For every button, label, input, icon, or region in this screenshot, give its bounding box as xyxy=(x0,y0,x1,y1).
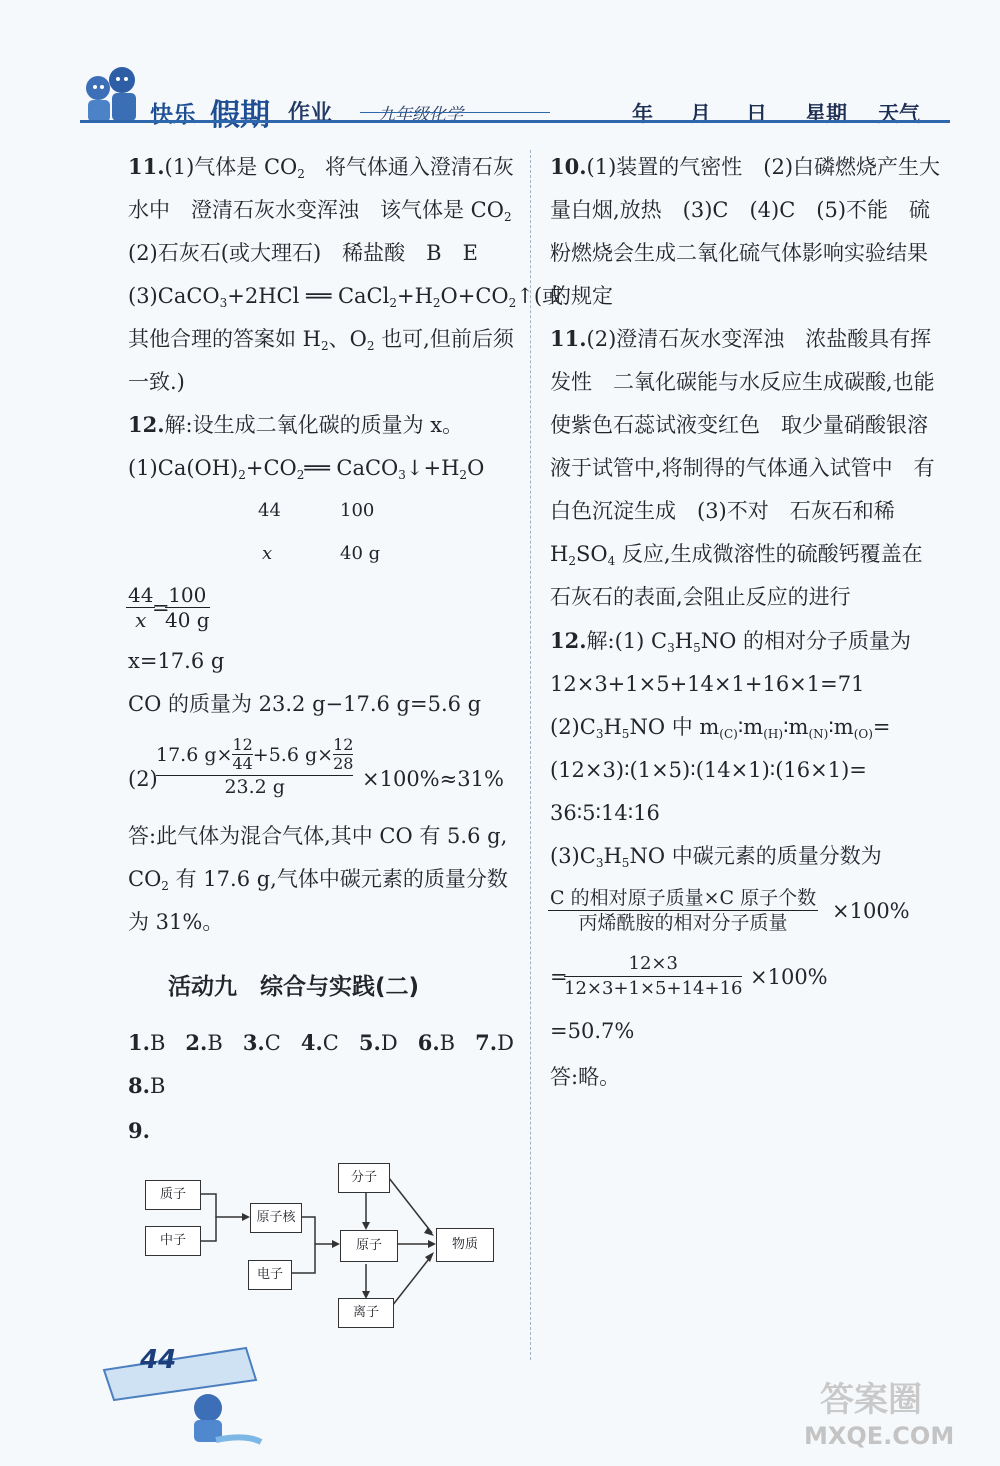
q11-line-2: 水中 澄清石灰水变浑浊 该气体是 $CO_2$ xyxy=(128,198,512,224)
q11-line-5: 其他合理的答案如 $H_2$、$O_2$ 也可,但前后须 xyxy=(128,327,514,353)
q12-line-1: 12.解:设生成二氧化碳的质量为 x。 xyxy=(128,412,464,437)
r-q11-line-1: 11.(2)澄清石灰水变浑浊 浓盐酸具有挥 xyxy=(550,326,932,351)
r-q10-line-4: 的规定 xyxy=(550,284,613,308)
r-q12-line-5: 36∶5∶14∶16 xyxy=(550,801,660,825)
header-field-month: 月 xyxy=(690,102,711,126)
p2-tail: ×100%≈31% xyxy=(362,767,504,791)
co-mass: CO 的质量为 23.2 g−17.6 g=5.6 g xyxy=(128,692,482,716)
r-q12-line-3: $(2)C_3H_5NO$ 中 $m_{(C)}∶m_{(H)}∶m_{(N)}∶m_{(O)}=$ xyxy=(550,715,891,741)
answer-line-2: $CO_2$ 有 17.6 g,气体中碳元素的质量分数 xyxy=(128,867,508,893)
r-q12-line-1: 12.解:(1) $C_3H_5NO$ 的相对分子质量为 xyxy=(550,628,912,655)
mc-answers: 1.B 2.B 3.C 4.C 5.D 6.B 7.D xyxy=(128,1030,514,1055)
watermark-logo: 答案圈 xyxy=(820,1380,922,1420)
r-q10-line-3: 粉燃烧会生成二氧化硫气体影响实验结果 xyxy=(550,241,928,265)
r-q10-line-2: 量白烟,放热 (3)C (4)C (5)不能 硫 xyxy=(550,198,931,222)
diagram-ion: 离子 xyxy=(338,1298,394,1328)
r-fraction2-tail: ×100% xyxy=(750,965,828,989)
diagram-electron: 电子 xyxy=(248,1260,292,1290)
answer-line-1: 答:此气体为混合气体,其中 CO 有 5.6 g, xyxy=(128,824,508,848)
p2-label: (2) xyxy=(128,767,158,791)
diagram-molecule: 分子 xyxy=(338,1163,390,1193)
diagram-nucleus: 原子核 xyxy=(250,1203,302,1233)
header-title-c: 作业 xyxy=(288,101,333,126)
r-q11-line-3: 使紫色石蕊试液变红色 取少量硝酸银溶 xyxy=(550,413,928,437)
proportion-left: $\frac{44}{x}$ xyxy=(128,583,154,632)
header-subtitle: 九年级化学 xyxy=(378,105,463,125)
diagram-proton: 质子 xyxy=(145,1180,201,1210)
mc-answer-8: 8.B xyxy=(128,1073,166,1098)
q11-line-6: 一致.) xyxy=(128,370,185,394)
r-q12-line-6: $(3)C_3H_5NO$ 中碳元素的质量分数为 xyxy=(550,844,882,870)
page-badge-icon xyxy=(96,1330,266,1450)
q12-ratio-40g: 40 g xyxy=(340,543,381,564)
r-fraction-tail: ×100% xyxy=(832,899,910,923)
r-fraction2-prefix: = xyxy=(550,965,568,989)
q9-label: 9. xyxy=(128,1118,150,1143)
header-title-a: 快乐 xyxy=(150,102,196,128)
x-value: x=17.6 g xyxy=(128,649,225,673)
q11-line-1: 11.(1)气体是 $CO_2$ 将气体通入澄清石灰 xyxy=(128,154,514,181)
header-title-b: 假期 xyxy=(210,98,270,133)
q11-line-3: (2)石灰石(或大理石) 稀盐酸 B E xyxy=(128,241,478,265)
q12-equation: $(1)Ca(OH)_2+CO_2══$ $CaCO_3↓+H_2O$ xyxy=(128,456,485,482)
header-field-year: 年 xyxy=(632,102,653,126)
proportion-right: $\frac{100}{40 g}$ xyxy=(165,583,210,632)
header-field-weekday: 星期 xyxy=(805,102,847,126)
section-title: 活动九 综合与实践(二) xyxy=(168,974,420,1000)
r-fraction-mass-percent: C 的相对原子质量×C 原子个数 丙烯酰胺的相对分子质量 xyxy=(550,887,817,934)
proportion-equals: = xyxy=(152,596,170,620)
r-q11-line-2: 发性 二氧化碳能与水反应生成碳酸,也能 xyxy=(550,370,935,394)
header-field-weather: 天气 xyxy=(878,102,920,126)
answer-line-3: 为 31%。 xyxy=(128,910,224,934)
r-q10-line-1: 10.(1)装置的气密性 (2)白磷燃烧产生大 xyxy=(550,154,941,179)
r-q11-line-7: 石灰石的表面,会阻止反应的进行 xyxy=(550,585,851,609)
q11-line-4: (3)CaCO$_3$+2HCl ══ $CaCl_2+H_2O+CO_2↑$(或 xyxy=(128,284,564,310)
r-answer: 答:略。 xyxy=(550,1065,621,1089)
p2-fraction: 17.6 g× $\frac{12}{44}$ +5.6 g× $\frac{12}{28}$ 23.2 g xyxy=(156,735,354,798)
diagram-connectors xyxy=(0,0,540,1340)
r-fraction-numeric: $\frac{12\times 3}{12\times 3+1\times 5+14+16}$ xyxy=(564,953,743,999)
r-q11-line-5: 白色沉淀生成 (3)不对 石灰石和稀 xyxy=(550,499,895,523)
r-q12-line-4: (12×3)∶(1×5)∶(14×1)∶(16×1)= xyxy=(550,758,867,782)
q12-ratio-x: x xyxy=(262,543,273,564)
q12-ratio-44: 44 xyxy=(258,500,281,521)
diagram-neutron: 中子 xyxy=(145,1226,201,1256)
q12-ratio-100: 100 xyxy=(340,500,375,521)
r-result: =50.7% xyxy=(550,1019,635,1043)
r-q12-line-2: 12×3+1×5+14×1+16×1=71 xyxy=(550,672,865,696)
header-field-day: 日 xyxy=(746,102,767,126)
r-q11-line-4: 液于试管中,将制得的气体通入试管中 有 xyxy=(550,456,935,480)
r-q11-line-6: $H_2SO_4$ 反应,生成微溶性的硫酸钙覆盖在 xyxy=(550,542,923,568)
diagram-matter: 物质 xyxy=(436,1228,494,1262)
page-number: 44 xyxy=(140,1345,177,1375)
diagram-atom: 原子 xyxy=(340,1230,398,1262)
watermark-site: MXQE.COM xyxy=(804,1422,955,1450)
